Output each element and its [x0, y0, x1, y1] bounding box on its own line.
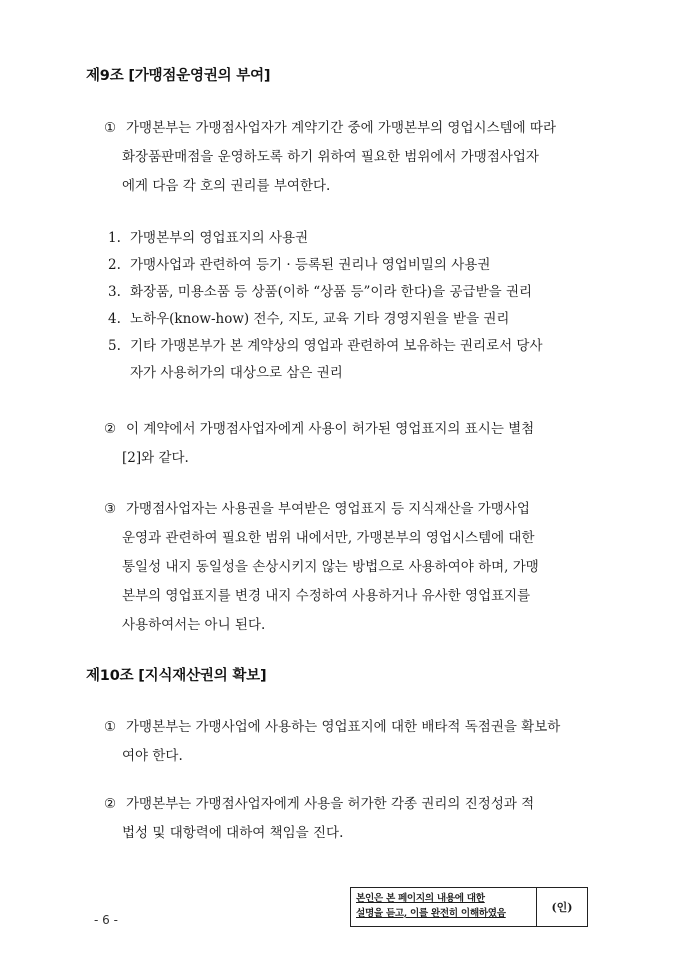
- article-9-title: 제9조 [가맹점운영권의 부여]: [86, 68, 271, 84]
- list-item: 5. 기타 가맹본부가 본 계약상의 영업과 관련하여 보유하는 권리로서 당사: [108, 338, 543, 354]
- article-9-para-1: ① 가맹본부는 가맹점사업자가 계약기간 중에 가맹본부의 영업시스템에 따라 화장품판매점을 운영하도록 하기 위하여 필요한 범위에서 가맹점사업자 에게 다음 각 호의 권리를 부여한다.: [104, 114, 590, 201]
- confirmation-text: 본인은 본 페이지의 내용에 대한 설명을 듣고, 이를 완전히 이해하였음: [351, 888, 537, 926]
- list-item: 1. 가맹본부의 영업표지의 사용권: [108, 230, 309, 246]
- para-marker: ①: [104, 719, 117, 735]
- para-marker: ①: [104, 120, 117, 136]
- article-10-title: 제10조 [지식재산권의 확보]: [86, 668, 267, 684]
- para-marker: ③: [104, 501, 117, 517]
- para-marker: ②: [104, 796, 117, 812]
- list-item: 3. 화장품, 미용소품 등 상품(이하 “상품 등”이라 한다)을 공급받을 권리: [108, 284, 533, 300]
- seal-field[interactable]: (인): [551, 901, 573, 914]
- article-10-para-2: ② 가맹본부는 가맹점사업자에게 사용을 허가한 각종 권리의 진정성과 적 법성 및 대항력에 대하여 책임을 진다.: [104, 790, 590, 848]
- list-item-continuation: 자가 사용허가의 대상으로 삼은 권리: [130, 365, 343, 381]
- rights-list: [108, 225, 590, 387]
- page-number: - 6 -: [94, 913, 118, 927]
- list-item: 2. 가맹사업과 관련하여 등기 · 등록된 권리나 영업비밀의 사용권: [108, 257, 491, 273]
- para-marker: ②: [104, 421, 117, 437]
- list-item: 4. 노하우(know-how) 전수, 지도, 교육 기타 경영지원을 받을 권리: [108, 311, 510, 327]
- confirmation-box: [350, 887, 588, 927]
- article-9-para-3: ③ 가맹점사업자는 사용권을 부여받은 영업표지 등 지식재산을 가맹사업 운영과 관련하여 필요한 범위 내에서만, 가맹본부의 영업시스템에 대한 통일성 내지 동일성을 손상시키지 않는 방법으로 사용하여야 하며, 가맹 본부의 영업표지를 변경 내지 수정하여 사용하거나 유사한 영업표지를 사용하여서는 아니 된다.: [104, 495, 590, 640]
- article-9-para-2: ② 이 계약에서 가맹점사업자에게 사용이 허가된 영업표지의 표시는 별첨 [2]와 같다.: [104, 415, 590, 473]
- article-10-para-1: ① 가맹본부는 가맹사업에 사용하는 영업표지에 대한 배타적 독점권을 확보하 여야 한다.: [104, 713, 590, 771]
